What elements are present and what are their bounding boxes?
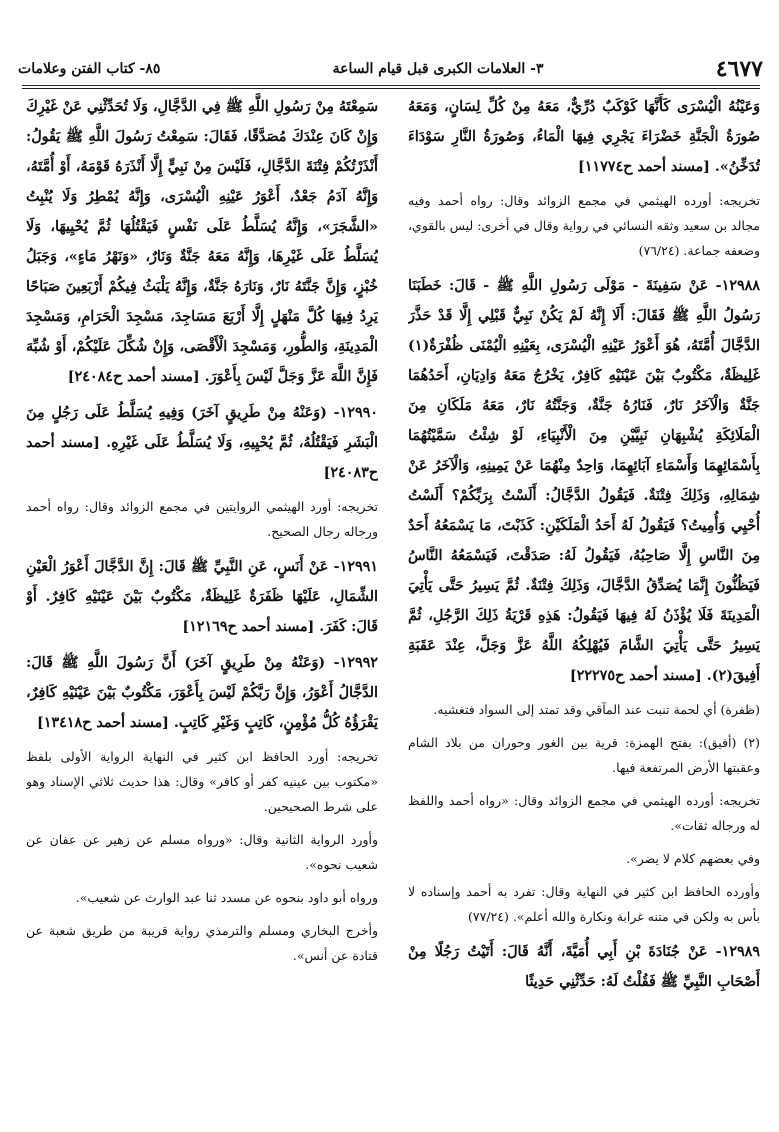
page-header [18,50,763,88]
section-title: ٣- العلامات الكبرى قبل قيام الساعة [332,61,544,77]
header-rule-bottom [22,88,760,89]
takhrij-note: تخريجه: أورد الهيثمي الروايتين في مجمع الزوائد وقال: رواه أحمد ورجاله رجال الصحيح. [26,499,378,539]
takhrij-note: تخريجه: أورده الهيثمي في مجمع الزوائد وقال: «رواه أحمد واللفظ له ورجاله ثقات». [408,793,760,833]
footnote: (٢) (أفيق): بفتح الهمزة: قرية بين الغور وحوران من بلاد الشام وعقبتها الأرض المرتفعة فيها. [408,735,760,775]
page-number: ٤٦٧٧ [715,56,763,82]
hadith-text: ١٢٩٩١- عَنْ أَنَسٍ، عَنِ النَّبِيِّ ﷺ قَالَ: إِنَّ الدَّجَّالَ أَعْوَرُ الْعَيْنِ الشِّمَالِ، عَلَيْهَا ظَفَرَةٌ غَلِيظَةٌ، مَكْتُوبٌ بَيْنَ عَيْنَيْهِ كَافِرٌ. أَوْ قَالَ: كَفَرَ. [مسند أحمد ح١٢١٦٩] [26,559,378,635]
right-column [408,92,760,1122]
hadith-text: ١٢٩٨٨- عَنْ سَفِينَةَ - مَوْلَى رَسُولِ اللَّهِ ﷺ - قَالَ: خَطَبَنَا رَسُولُ اللَّهِ ﷺ فَقَالَ: أَلَا إِنَّهُ لَمْ يَكُنْ نَبِيٌّ قَبْلِي إِلَّا قَدْ حَذَّرَ الدَّجَّالَ أُمَّتَهُ، هُوَ أَعْوَرُ عَيْنِهِ الْيُسْرَى، بِعَيْنِهِ الْيُمْنَى ظُفْرَةٌ(١) غَلِيظَةٌ، مَكْتُوبٌ بَيْنَ عَيْنَيْهِ كَافِرٌ، يَخْرُجُ مَعَهُ وَادِيَانِ، أَحَدُهُمَا جَنَّةٌ وَالْآخَرُ نَارٌ، فَنَارُهُ جَنَّةٌ، وَجَنَّتُهُ نَارٌ، مَعَهُ مَلَكَانِ مِنَ الْمَلَائِكَةِ يُشْبِهَانِ نَبِيَّيْنِ مِنَ الْأَنْبِيَاءِ، لَوْ شِئْتُ سَمَّيْتُهُمَا بِأَسْمَائِهِمَا وَأَسْمَاءِ آبَائِهِمَا، وَاحِدٌ مِنْهُمَا عَنْ يَمِينِهِ، وَالْآخَرُ عَنْ شِمَالِهِ، وَذَلِكَ فِتْنَةٌ. فَيَقُولُ الدَّجَّالُ: أَلَسْتُ بِرَبِّكُمْ؟ أَلَسْتُ أُحْيِي وَأُمِيتُ؟ فَيَقُولُ لَهُ أَحَدُ الْمَلَكَيْنِ: كَذَبْتَ، مَا يَسْمَعُهُ أَحَدٌ مِنَ النَّاسِ إِلَّا صَاحِبُهُ، فَيَقُولُ لَهُ: صَدَقْتَ، فَيَسْمَعُهُ النَّاسُ فَيَظُنُّونَ إِنَّمَا يُصَدِّقُ الدَّجَّالَ، وَذَلِكَ فِتْنَةٌ. ثُمَّ يَسِيرُ حَتَّى يَأْتِيَ الْمَدِينَةَ فَلَا يُؤْذَنُ لَهُ فِيهَا فَيَقُولُ: هَذِهِ قَرْيَةُ ذَلِكَ الرَّجُلِ، ثُمَّ يَسِيرُ حَتَّى يَأْتِيَ الشَّامَ فَيُهْلِكُهُ اللَّهُ عَزَّ وَجَلَّ، عِنْدَ عَقَبَةِ أَفِيقَ(٢). [مسند أحمد ح٢٢٢٧٥] [408,278,760,684]
takhrij-note: تخريجه: أورد الحافظ ابن كثير في النهاية الرواية الأولى بلفظ «مكتوب بين عينيه كفر أو كافر» وقال: هذا حديث ثلاثي الإسناد وهو على شرط الصحيحين. [26,749,378,814]
header-rule-top [22,85,760,86]
hadith-text: سَمِعْتَهُ مِنْ رَسُولِ اللَّهِ ﷺ فِي الدَّجَّالِ، وَلَا تُحَدِّثْنِي عَنْ غَيْرِكَ وَإِنْ كَانَ عِنْدَكَ مُصَدَّقًا، فَقَالَ: سَمِعْتُ رَسُولَ اللَّهِ ﷺ يَقُولُ: أَنْذَرْتُكُمْ فِتْنَةَ الدَّجَّالِ، فَلَيْسَ مِنْ نَبِيٍّ إِلَّا أَنْذَرَهُ قَوْمَهُ، أَوْ أُمَّتَهُ، وَإِنَّهُ آدَمُ جَعْدٌ، أَعْوَرُ عَيْنِهِ الْيُسْرَى، وَإِنَّهُ يُمْطِرُ وَلَا يُنْبِتُ «الشَّجَرَ»، وَإِنَّهُ يُسَلَّطُ عَلَى نَفْسٍ فَيَقْتُلُهَا ثُمَّ يُحْيِيهَا، وَلَا يُسَلَّطُ عَلَى غَيْرِهَا، وَإِنَّهُ مَعَهُ جَنَّةٌ وَنَارٌ، «وَنَهْرُ مَاءٍ»، وَجَبَلُ خُبْزٍ، وَإِنَّ جَنَّتَهُ نَارٌ، وَنَارَهُ جَنَّةٌ، وَإِنَّهُ يَلْبَثُ فِيكُمْ أَرْبَعِينَ صَبَاحًا يَرِدُ فِيهَا كُلَّ مَنْهَلٍ إِلَّا أَرْبَعَ مَسَاجِدَ، مَسْجِدَ الْحَرَامِ، وَمَسْجِدَ الْمَدِينَةِ، وَالطُّورِ، وَمَسْجِدَ الْأَقْصَى، وَإِنْ شُكِّلَ عَلَيْكُمْ، أَوْ شُبِّهَ فَإِنَّ اللَّهَ عَزَّ وَجَلَّ لَيْسَ بِأَعْوَرَ. [مسند أحمد ح٢٤٠٨٤] [26,99,378,385]
book-title: ٨٥- كتاب الفتن وعلامات [18,61,161,77]
takhrij-note: وأخرج البخاري ومسلم والترمذي رواية قريبة من طريق شعبة عن قتادة عن أنس». [26,923,378,963]
left-column [26,92,378,1122]
takhrij-note: وأورده الحافظ ابن كثير في النهاية وقال: تفرد به أحمد وإسناده لا بأس به ولكن في متنه غرابة ونكارة والله أعلم». (٧٧/٢٤) [408,884,760,924]
takhrij-note: تخريجه: أورده الهيثمي في مجمع الزوائد وقال: رواه أحمد وفيه مجالد بن سعيد وثقه النسائي في رواية وقال في أخرى: ليس بالقوي، وضعفه جماعة. (٧٦/٢٤) [408,193,760,258]
hadith-text: ١٢٩٩٢- (وَعَنْهُ مِنْ طَرِيقٍ آخَرَ) أَنَّ رَسُولَ اللَّهِ ﷺ قَالَ: الدَّجَّالُ أَعْوَرُ، وَإِنَّ رَبَّكُمْ لَيْسَ بِأَعْوَرَ، مَكْتُوبٌ بَيْنَ عَيْنَيْهِ كَافِرٌ، يَقْرَؤُهُ كُلُّ مُؤْمِنٍ، كَاتِبٍ وَغَيْرِ كَاتِبٍ. [مسند أحمد ح١٣٤١٨] [26,655,378,731]
footnote: وفي بعضهم كلام لا يضر». [626,851,760,866]
hadith-text: ١٢٩٨٩- عَنْ جُنَادَةَ بْنِ أَبِي أُمَيَّةَ، أَنَّهُ قَالَ: أَتَيْتُ رَجُلًا مِنْ أَصْحَابِ النَّبِيِّ ﷺ فَقُلْتُ لَهُ: حَدِّثْنِي حَدِيثًا [408,944,760,990]
hadith-text: وَعَيْنُهُ الْيُسْرَى كَأَنَّهَا كَوْكَبٌ دُرِّيٌّ، مَعَهُ مِنْ كُلِّ لِسَانٍ، وَمَعَهُ صُورَةُ الْجَنَّةِ خَضْرَاءَ يَجْرِي فِيهَا الْمَاءُ، وَصُورَةُ النَّارِ سَوْدَاءَ تُدَخِّنُ». [مسند أحمد ح١١٧٧٤] [408,99,760,175]
takhrij-note: ورواه أبو داود بنحوه عن مسدد ثنا عبد الوارث عن شعيب». [75,890,378,905]
takhrij-note: وأورد الرواية الثانية وقال: «ورواه مسلم عن زهير عن عفان عن شعيب نحوه». [26,832,378,872]
hadith-text: ١٢٩٩٠- (وَعَنْهُ مِنْ طَرِيقٍ آخَرَ) وَفِيهِ يُسَلَّطُ عَلَى رَجُلٍ مِنَ الْبَشَرِ فَيَقْتُلُهُ، ثُمَّ يُحْيِيهِ، وَلَا يُسَلَّطُ عَلَى غَيْرِهِ. [مسند أحمد ح٢٤٠٨٣] [26,405,378,481]
footnote: (ظفرة) أي لحمة تنبت عند المآقي وقد تمتد إلى السواد فتغشيه. [433,702,760,717]
